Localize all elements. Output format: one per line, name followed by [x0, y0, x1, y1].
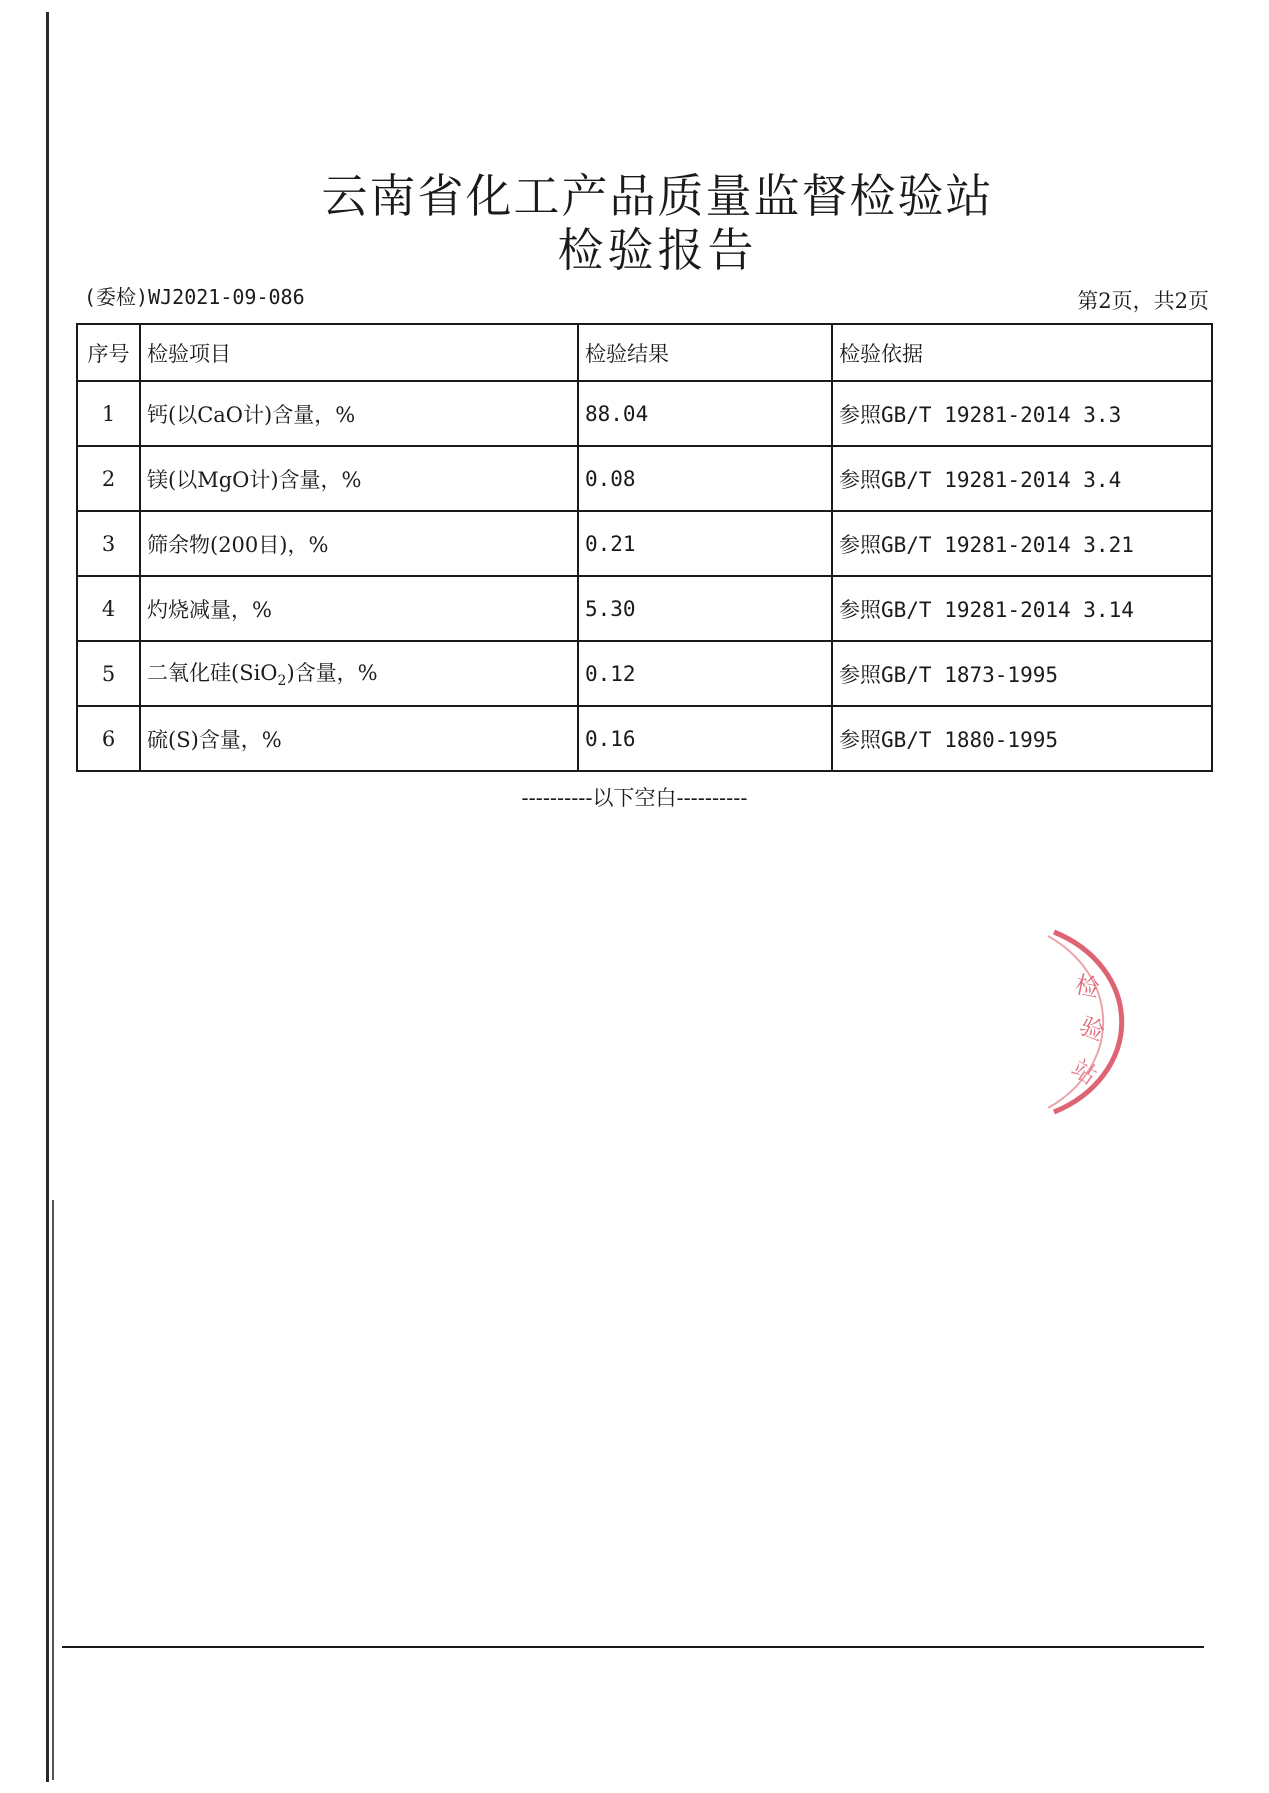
row-seq: 4 — [77, 576, 140, 641]
row-item: 灼烧减量，% — [140, 576, 578, 641]
row-basis: 参照GB/T 1880-1995 — [832, 706, 1212, 771]
row-result: 0.21 — [578, 511, 832, 576]
row-basis: 参照GB/T 19281-2014 3.21 — [832, 511, 1212, 576]
row-seq: 2 — [77, 446, 140, 511]
table-header-row — [77, 324, 1212, 381]
row-item: 钙(以CaO计)含量，% — [140, 381, 578, 446]
table-row — [77, 641, 1212, 706]
header-seq: 序号 — [77, 324, 140, 381]
results-table — [76, 323, 1213, 772]
row-result: 0.12 — [578, 641, 832, 706]
row-result: 88.04 — [578, 381, 832, 446]
svg-text:检: 检 — [1072, 970, 1103, 1003]
org-title: 云南省化工产品质量监督检验站 — [321, 169, 994, 223]
blank-below-marker: ----------以下空白---------- — [521, 786, 748, 810]
row-basis: 参照GB/T 19281-2014 3.4 — [832, 446, 1212, 511]
row-item-suffix: )含量，% — [286, 661, 378, 686]
row-seq: 3 — [77, 511, 140, 576]
svg-text:验: 验 — [1075, 1011, 1109, 1047]
row-basis: 参照GB/T 19281-2014 3.14 — [832, 576, 1212, 641]
row-item-prefix: 二氧化硅(SiO — [147, 661, 278, 686]
row-seq: 1 — [77, 381, 140, 446]
page-indicator: 第2页，共2页 — [1077, 289, 1209, 313]
report-number: (委检)WJ2021-09-086 — [84, 285, 305, 309]
row-item: 硫(S)含量，% — [140, 706, 578, 771]
header-item: 检验项目 — [140, 324, 578, 381]
row-basis: 参照GB/T 1873-1995 — [832, 641, 1212, 706]
row-basis: 参照GB/T 19281-2014 3.3 — [832, 381, 1212, 446]
row-item: 筛余物(200目)，% — [140, 511, 578, 576]
row-result: 0.08 — [578, 446, 832, 511]
row-item-subscript: 2 — [277, 673, 287, 690]
row-result: 5.30 — [578, 576, 832, 641]
row-item — [140, 641, 578, 706]
row-seq: 5 — [77, 641, 140, 706]
row-item: 镁(以MgO计)含量，% — [140, 446, 578, 511]
table-row — [77, 706, 1212, 771]
svg-text:站: 站 — [1066, 1053, 1103, 1091]
header-result: 检验结果 — [578, 324, 832, 381]
report-title: 检验报告 — [557, 223, 758, 277]
row-result: 0.16 — [578, 706, 832, 771]
binding-line-secondary — [52, 1200, 54, 1780]
table-row — [77, 511, 1212, 576]
seal-stamp — [1044, 922, 1154, 1122]
table-row — [77, 381, 1212, 446]
row-seq: 6 — [77, 706, 140, 771]
table-row — [77, 446, 1212, 511]
footer-rule — [62, 1646, 1204, 1648]
header-basis: 检验依据 — [832, 324, 1212, 381]
table-row — [77, 576, 1212, 641]
